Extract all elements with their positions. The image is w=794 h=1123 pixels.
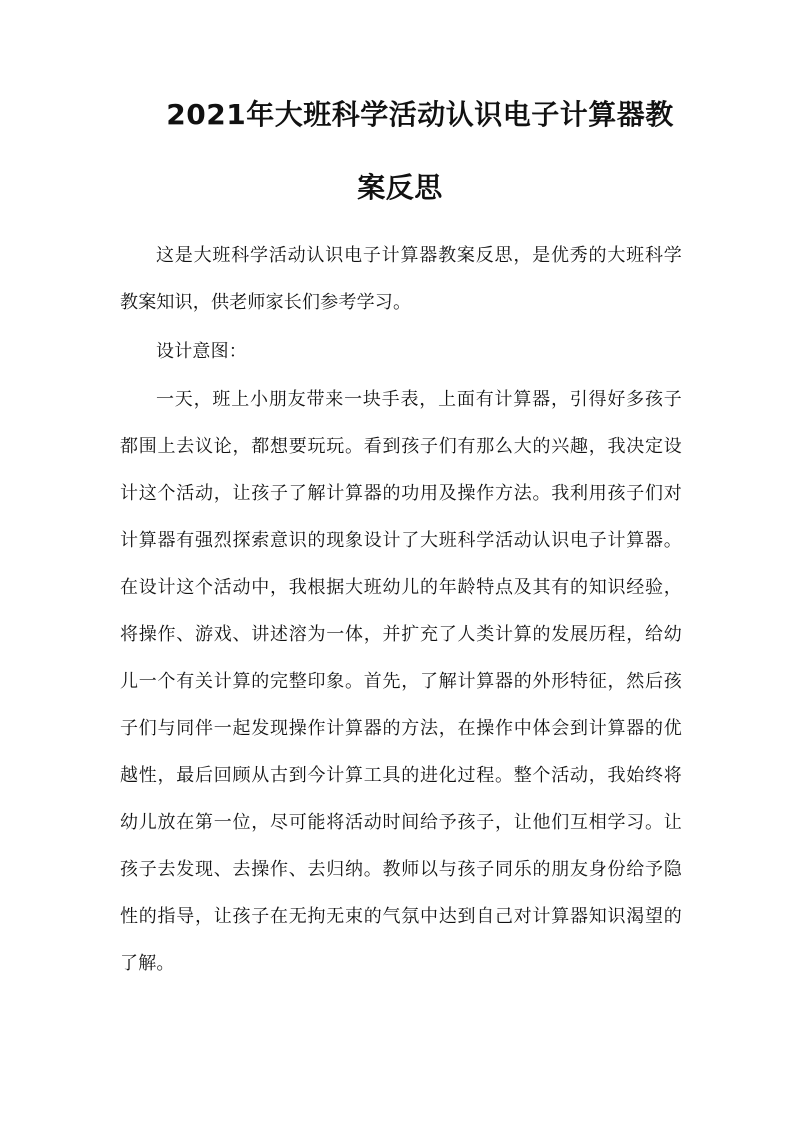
- intro-paragraph: 这是大班科学活动认识电子计算器教案反思，是优秀的大班科学教案知识，供老师家长们参考学习。: [120, 245, 682, 313]
- design-intent-heading: 设计意图：: [156, 341, 247, 362]
- design-intent-paragraph: 一天，班上小朋友带来一块手表，上面有计算器，引得好多孩子都围上去议论，都想要玩玩。看到孩子们有那么大的兴趣，我决定设计这个活动，让孩子了解计算器的功用及操作方法。我利用孩子们对计算器有强烈探索意识的现象设计了大班科学活动认识电子计算器。在设计这个活动中，我根据大班幼儿的年龄特点及其有的知识经验，将操作、游戏、讲述溶为一体，并扩充了人类计算的发展历程，给幼儿一个有关计算的完整印象。首先，了解计算器的外形特征，然后孩子们与同伴一起发现操作计算器的方法，在操作中体会到计算器的优越性，最后回顾从古到今计算工具的进化过程。整个活动，我始终将幼儿放在第一位，尽可能将活动时间给予孩子，让他们互相学习。让孩子去发现、去操作、去归纳。教师以与孩子同乐的朋友身份给予隐性的指导，让孩子在无拘无束的气氛中达到自己对计算器知识渴望的了解。: [120, 389, 682, 974]
- document-title-line-2: 案反思: [357, 171, 443, 204]
- document-title-line-1: 2021年大班科学活动认识电子计算器教: [166, 98, 674, 131]
